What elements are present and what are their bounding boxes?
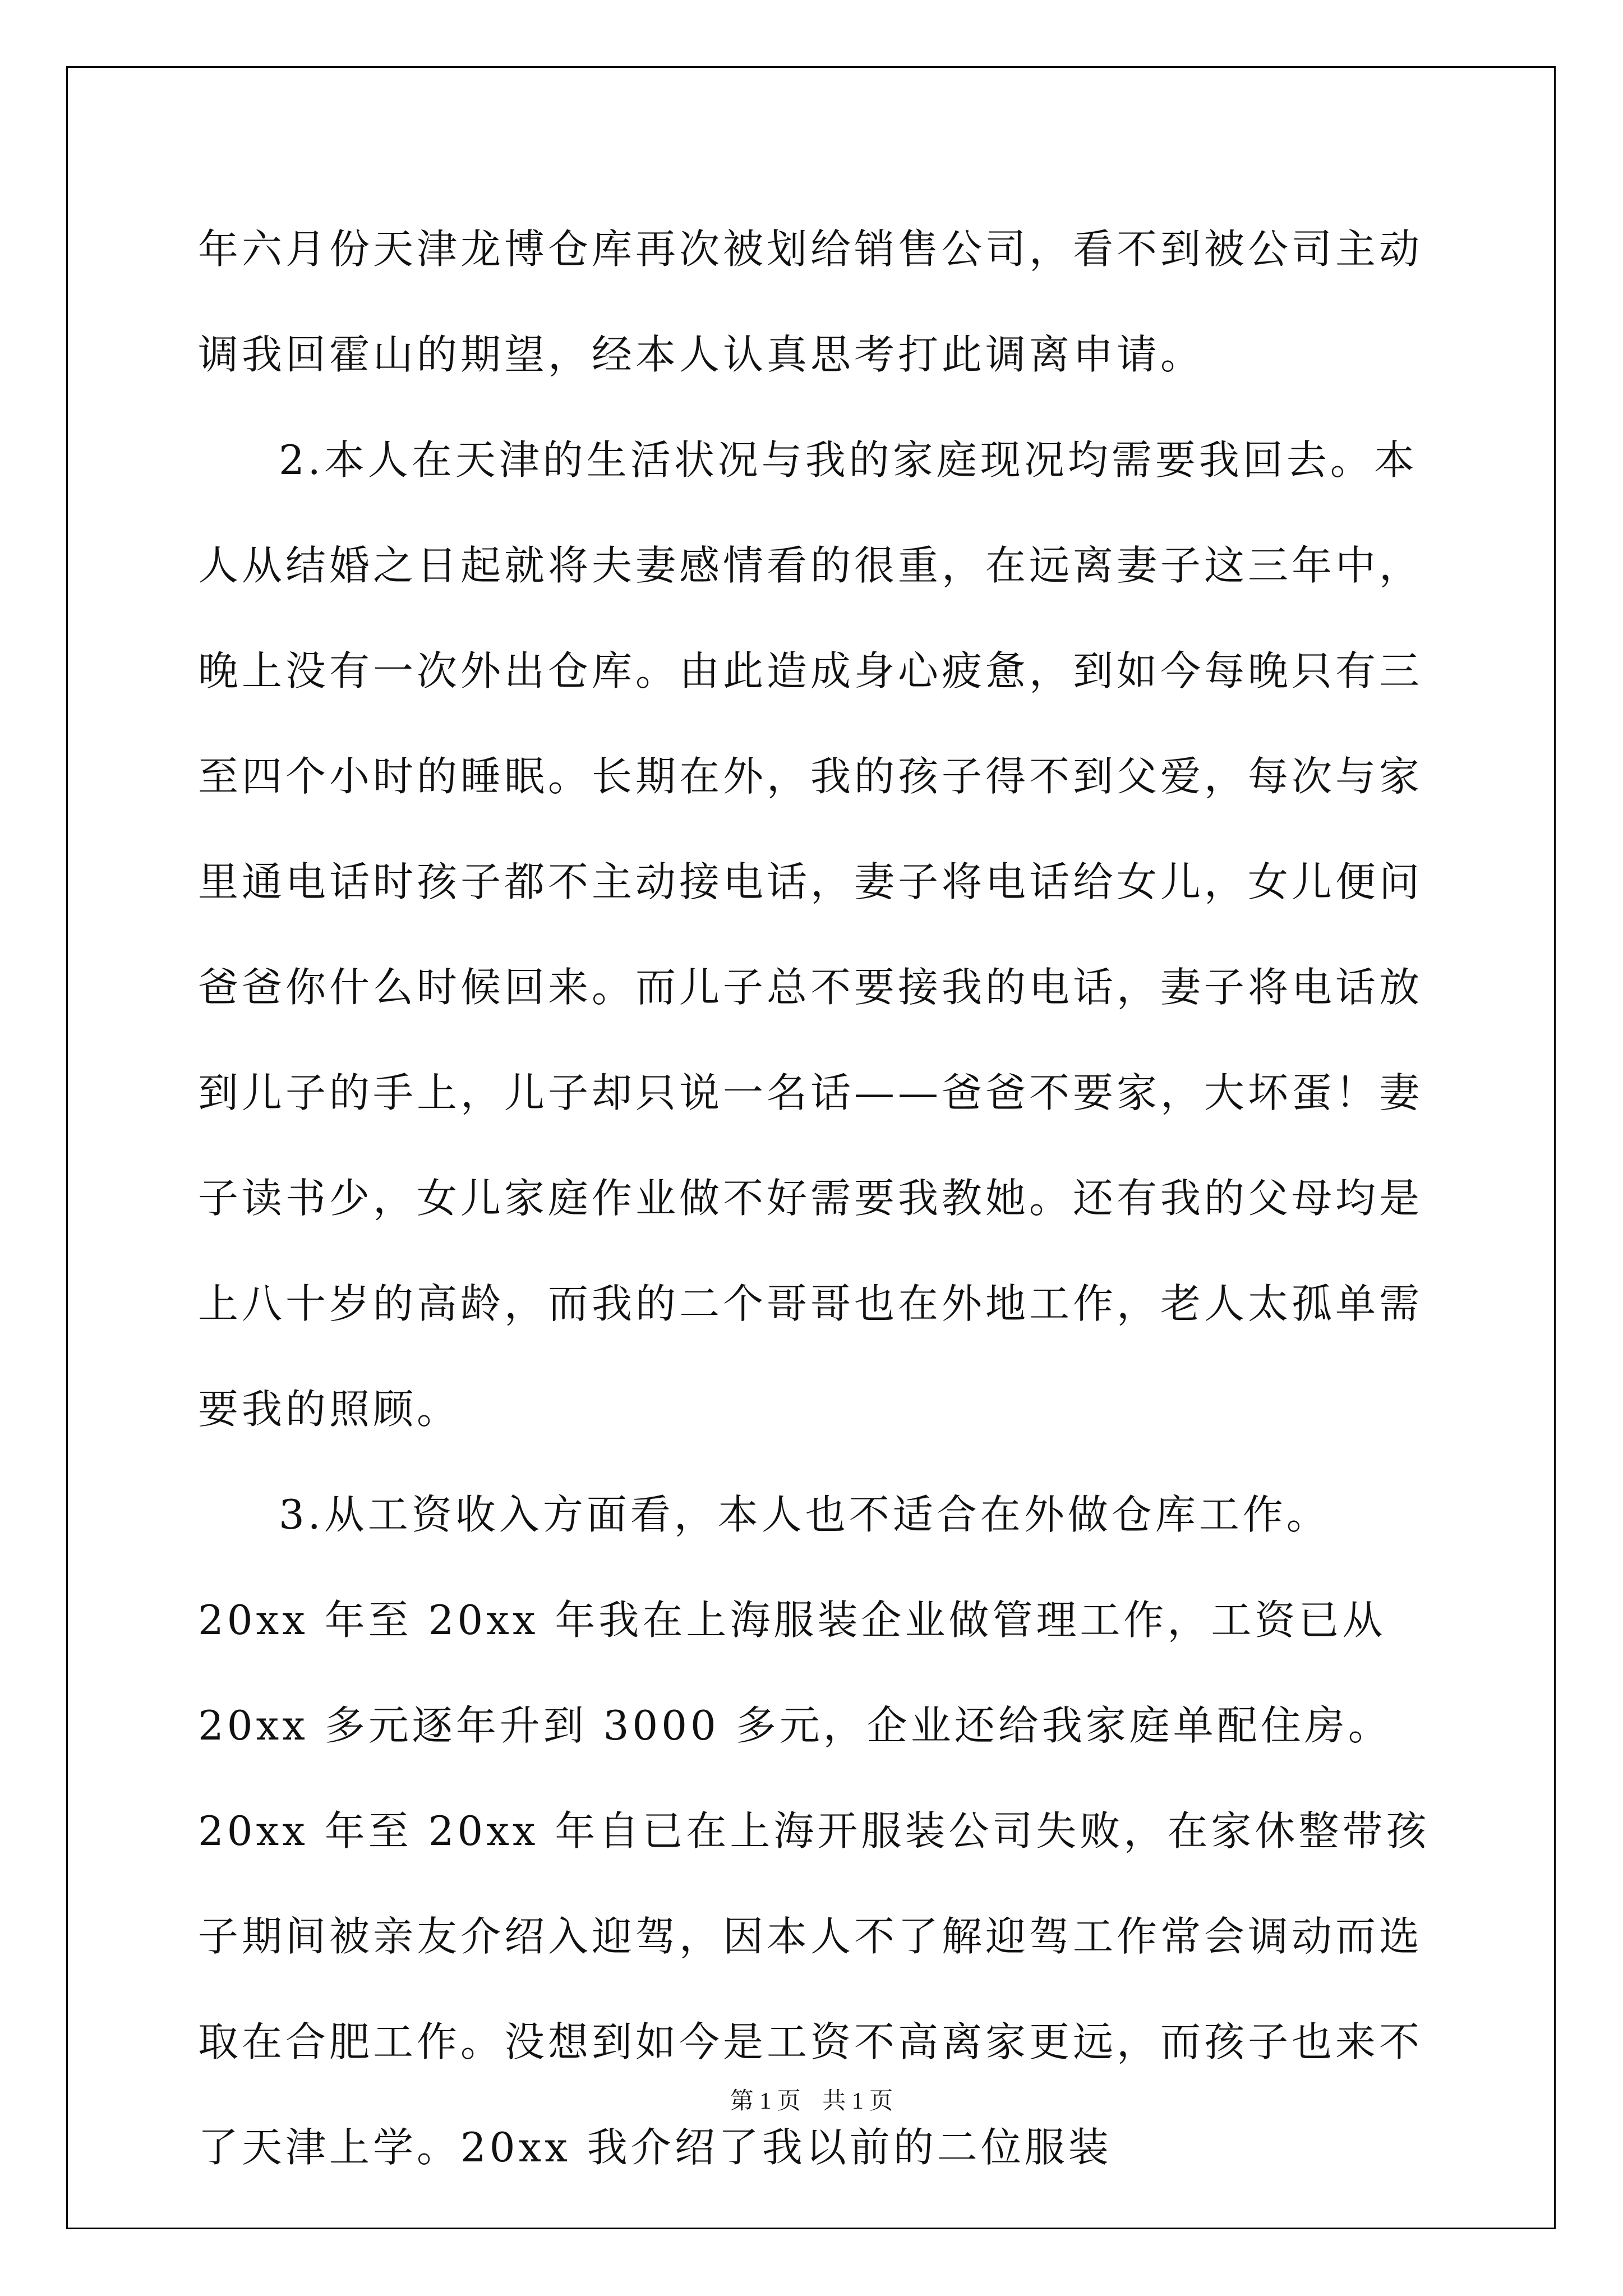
paragraph-1: 年六月份天津龙博仓库再次被划给销售公司，看不到被公司主动调我回霍山的期望，经本人认真思考打此调离申请。 xyxy=(198,226,1423,378)
paragraph-3: 3.从工资收入方面看，本人也不适合在外做仓库工作。20xx 年至 20xx 年我在上海服装企业做管理工作，工资已从 20xx 多元逐年升到 3000 多元，企业还给我家庭单配住房。20xx 年至 20xx 年自已在上海开服装公司失败，在家休整带孩子期间被亲友介绍入迎驾，因本人不了解迎驾工作常会调动而选取在合肥工作。没想到如今是工资不高离家更远，而孩子也来不了天津上学。20xx 我介绍了我以前的二位服装 xyxy=(198,1491,1430,2171)
document-body xyxy=(198,196,1432,2200)
page-footer xyxy=(0,2082,1623,2116)
paragraph-2: 2.本人在天津的生活状况与我的家庭现况均需要我回去。本人从结婚之日起就将夫妻感情看的很重，在远离妻子这三年中，晚上没有一次外出仓库。由此造成身心疲惫，到如今每晚只有三至四个小时的睡眠。长期在外，我的孩子得不到父爱，每次与家里通电话时孩子都不主动接电话，妻子将电话给女儿，女儿便问爸爸你什么时候回来。而儿子总不要接我的电话，妻子将电话放到儿子的手上，儿子却只说一名话——爸爸不要家，大坏蛋！妻子读书少，女儿家庭作业做不好需要我教她。还有我的父母均是上八十岁的高龄，而我的二个哥哥也在外地工作，老人太孤单需要我的照顾。 xyxy=(198,436,1423,1433)
page-total: 共 1 页 xyxy=(822,2088,893,2114)
page-number: 第 1 页 xyxy=(730,2088,801,2114)
